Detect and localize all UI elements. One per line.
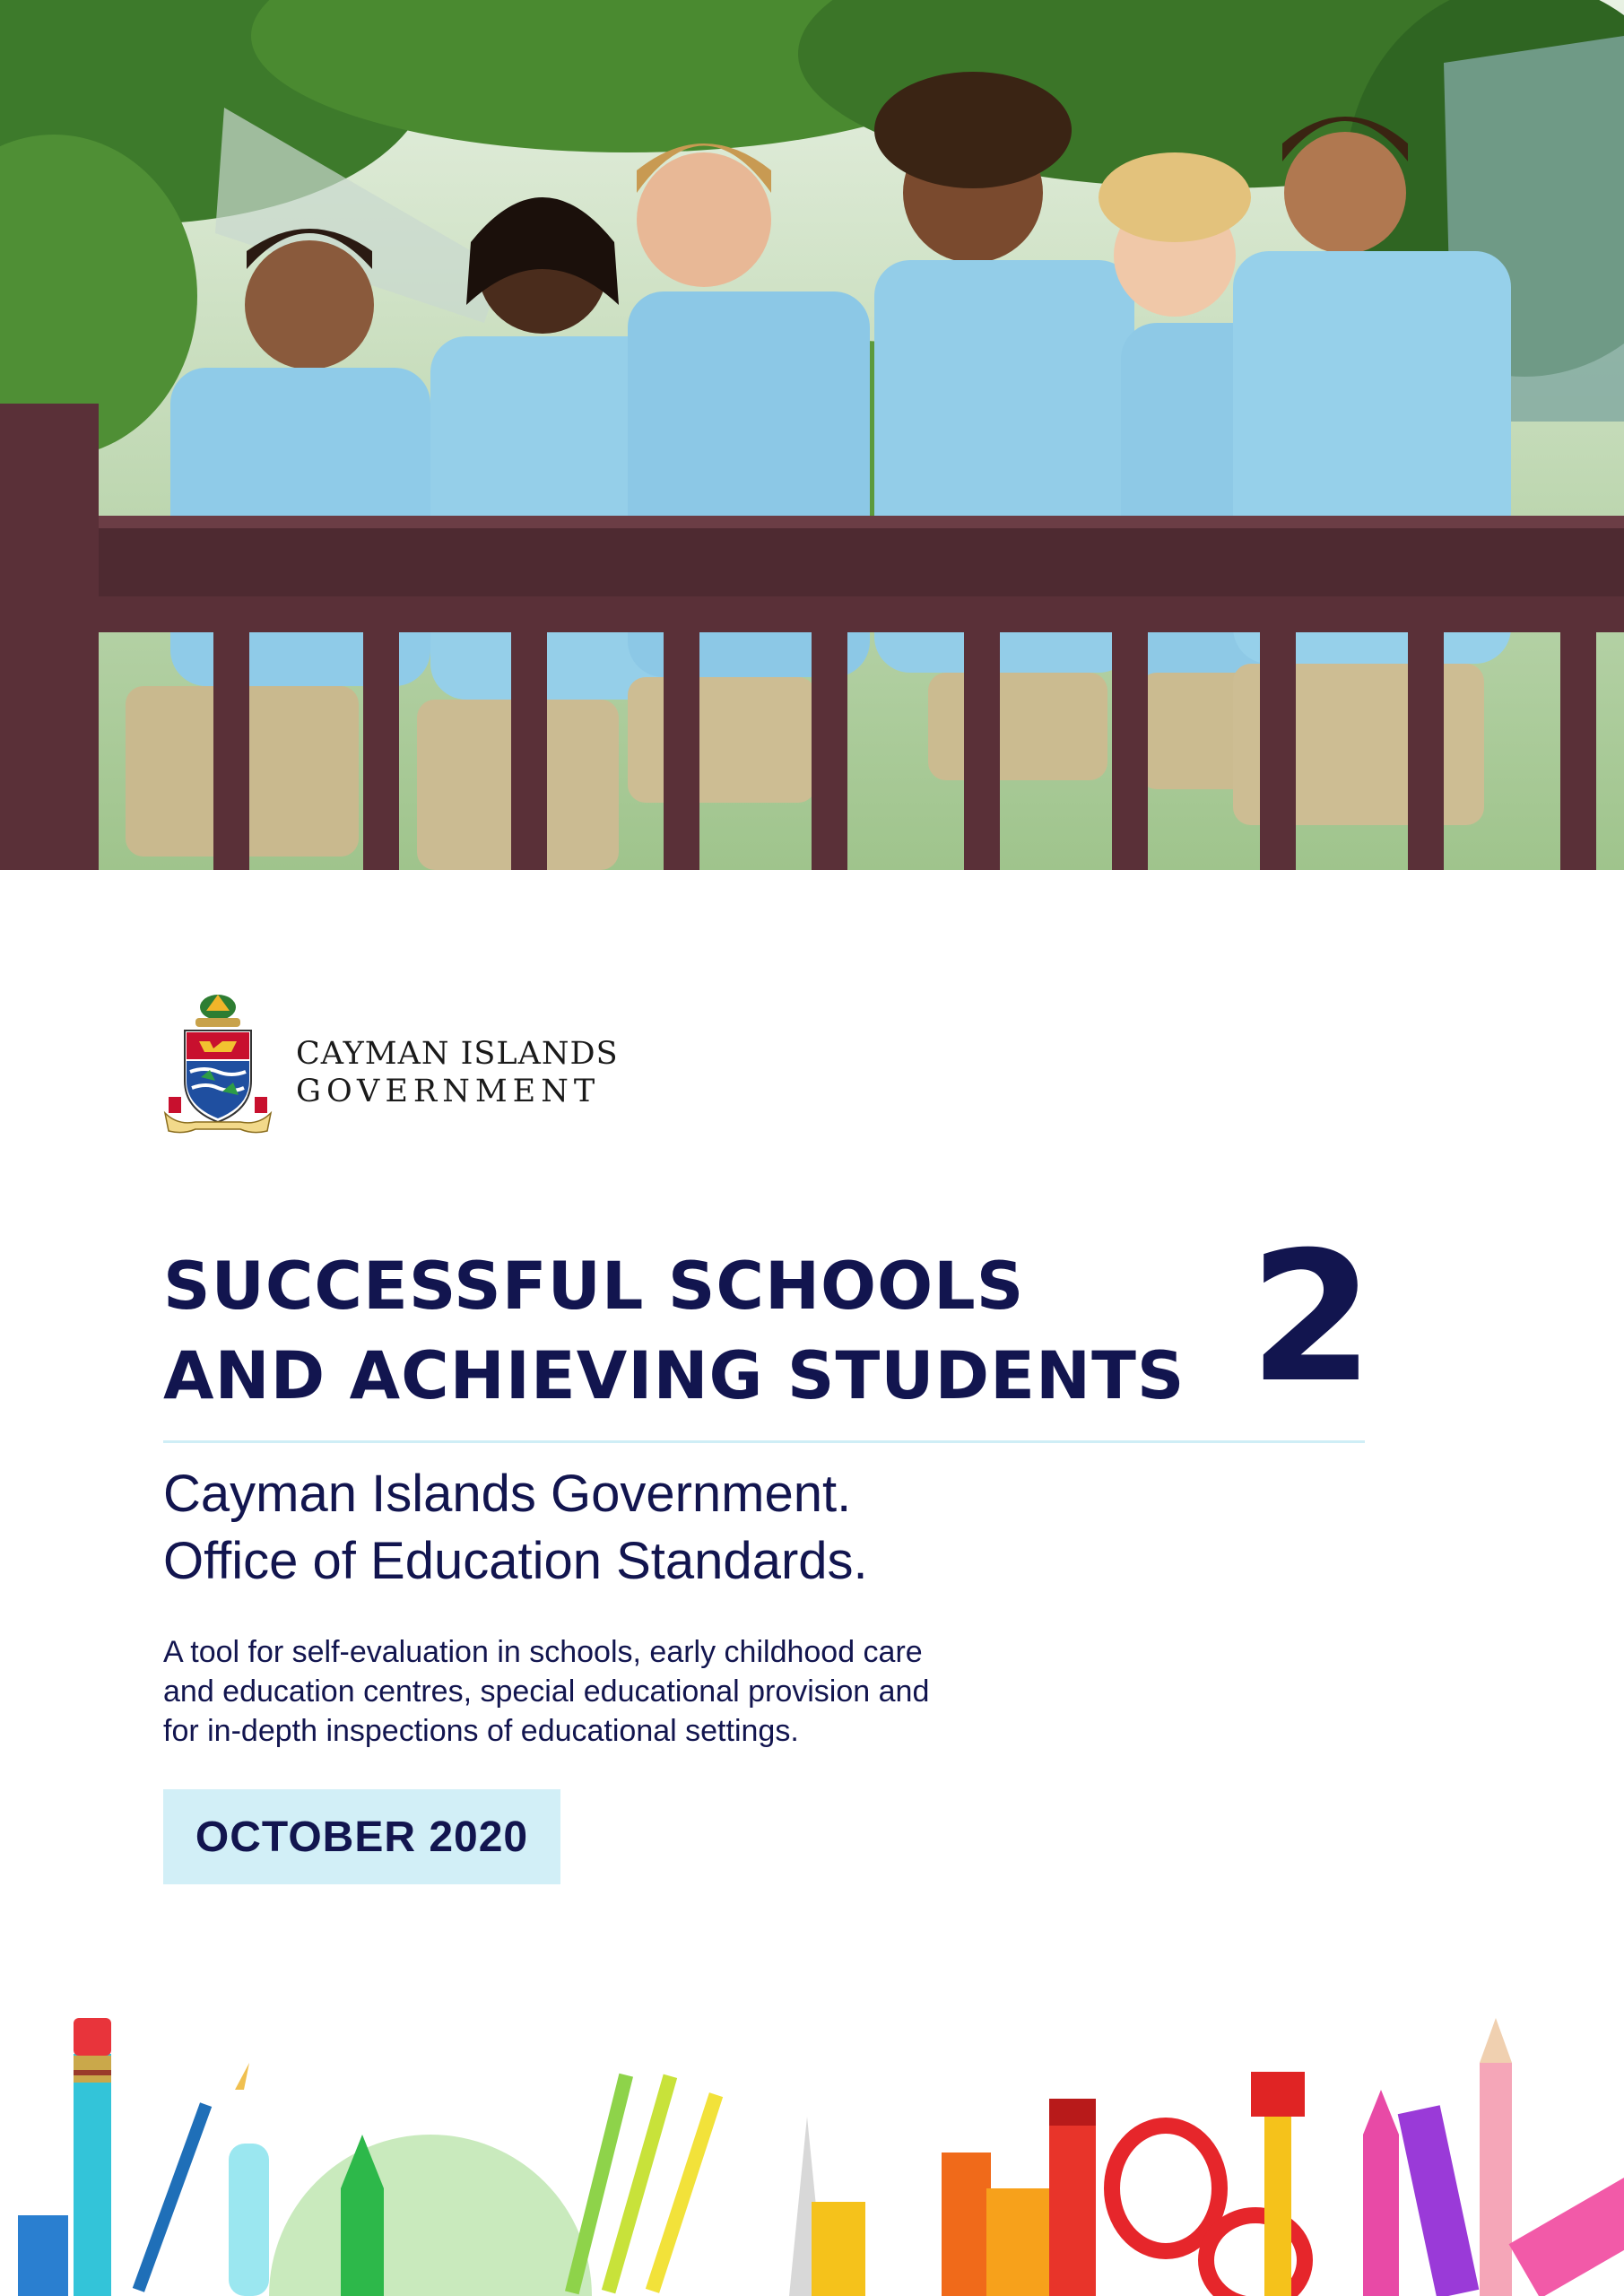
- date-badge: [163, 1789, 560, 1884]
- description-line2: and education centres, special educational provision and: [163, 1674, 930, 1709]
- publication-date: OCTOBER 2020: [195, 1813, 529, 1861]
- government-name: [296, 1034, 619, 1109]
- title-line1: SUCCESSFUL SCHOOLS: [163, 1248, 1025, 1325]
- coat-of-arms-icon: [160, 991, 276, 1135]
- subtitle-line1: Cayman Islands Government.: [163, 1465, 852, 1523]
- description-line3: for in-depth inspections of educational settings.: [163, 1714, 799, 1748]
- description: [163, 1632, 1060, 1751]
- document-title: [163, 1242, 1248, 1422]
- government-logo: [160, 991, 662, 1135]
- title-line2: AND ACHIEVING STUDENTS: [163, 1338, 1185, 1414]
- government-name-line2: GOVERNMENT: [296, 1074, 601, 1109]
- description-line1: A tool for self-evaluation in schools, early childhood care: [163, 1635, 923, 1669]
- volume-number: 2: [1249, 1213, 1375, 1422]
- cover-photo: [0, 0, 1624, 870]
- divider: [163, 1440, 1365, 1443]
- subtitle: [163, 1460, 868, 1595]
- subtitle-line2: Office of Education Standards.: [163, 1532, 868, 1590]
- government-name-line1: CAYMAN ISLANDS: [296, 1036, 619, 1072]
- school-supplies-illustration: [0, 2000, 1624, 2296]
